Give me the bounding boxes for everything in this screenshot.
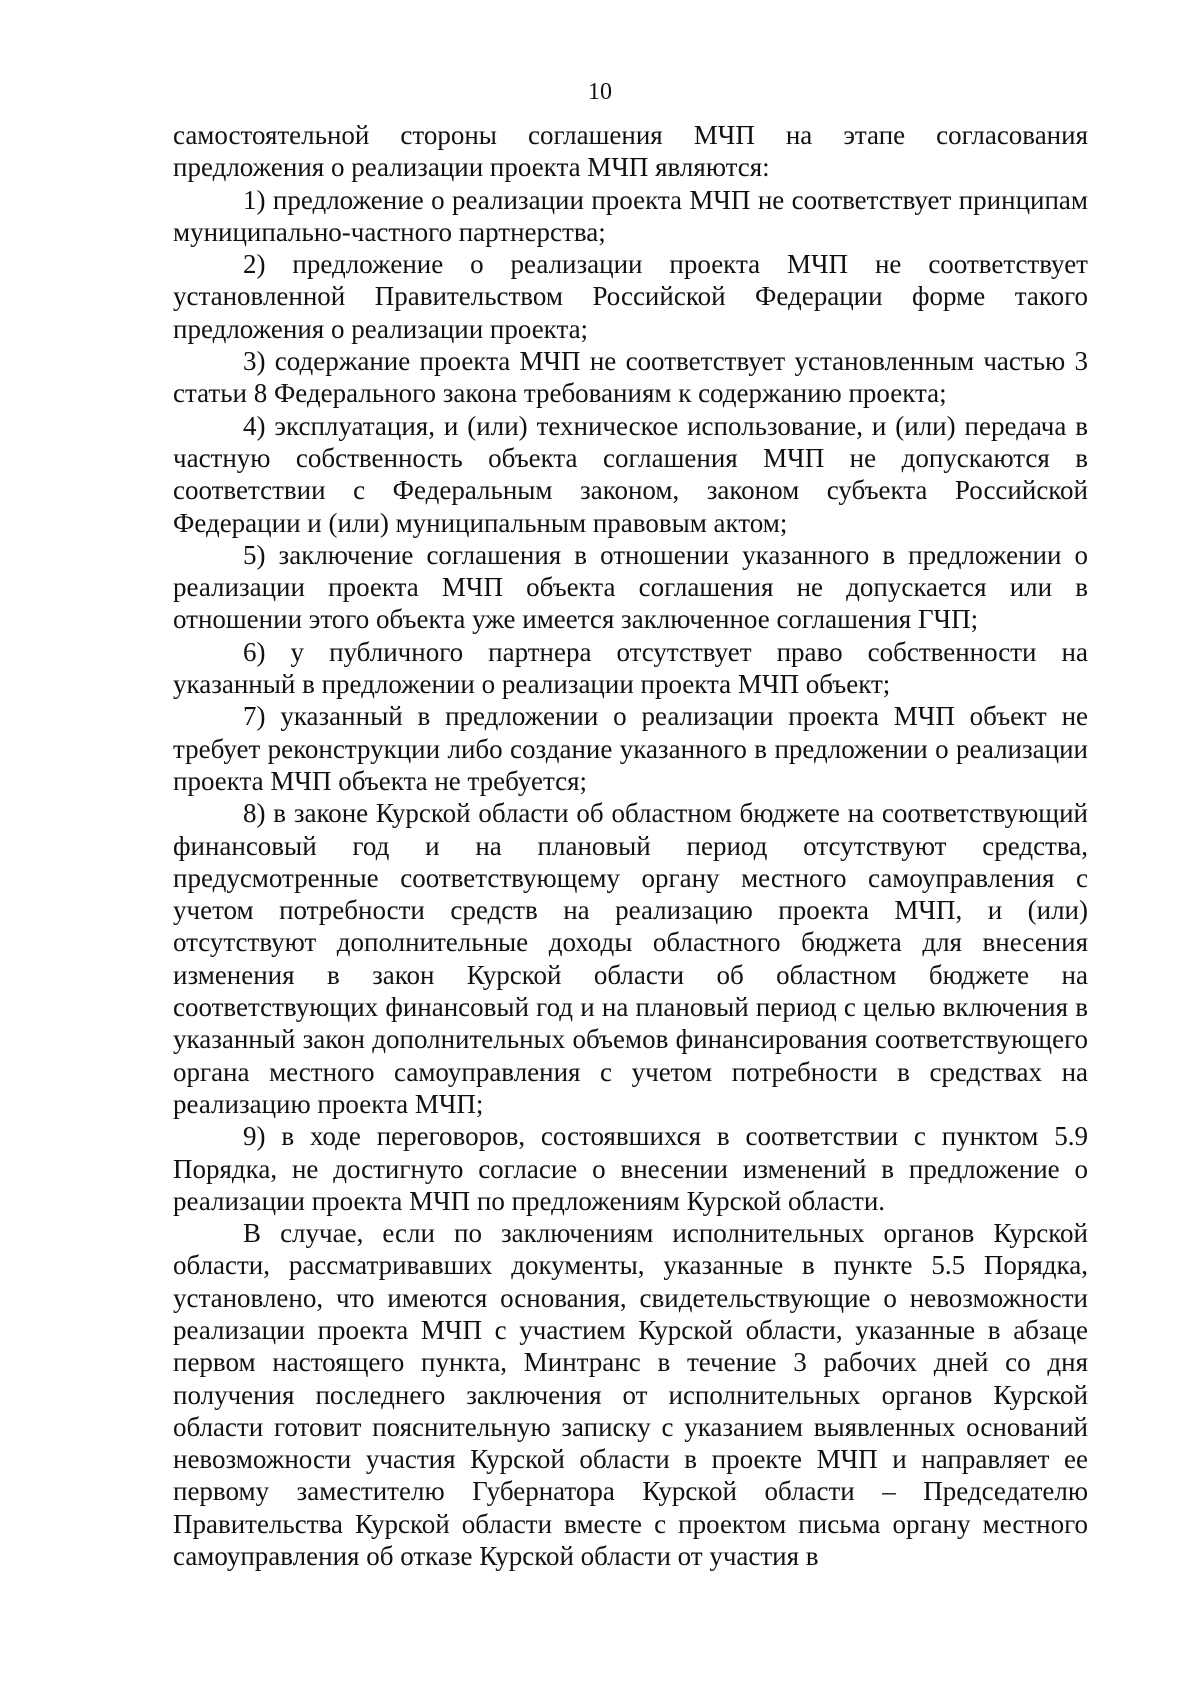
list-item-6: 6) у публичного партнера отсутствует право собственности на указанный в предложении о реализации проекта МЧП объект; xyxy=(173,636,1088,700)
list-item-1: 1) предложение о реализации проекта МЧП не соответствует принципам муниципально-частного партнерства; xyxy=(173,184,1088,247)
list-item-7: 7) указанный в предложении о реализации проекта МЧП объект не требует реконструкции либо создание указанного в предложении о реализации проекта МЧП объекта не требуется; xyxy=(173,701,1088,796)
paragraph-intro: самостоятельной стороны соглашения МЧП на этапе согласования предложения о реализации проекта МЧП являются: xyxy=(173,120,1088,183)
list-item-5: 5) заключение соглашения в отношении указанного в предложении о реализации проекта МЧП объекта соглашения не допускается или в отношении этого объекта уже имеется заключенное соглашения ГЧП; xyxy=(173,539,1088,635)
list-item-4: 4) эксплуатация, и (или) техническое использование, и (или) передача в частную собственность объекта соглашения МЧП не допускаются в соответствии с Федеральным законом, законом субъекта Российской Федерации и (или) муниципальным правовым актом; xyxy=(173,410,1088,538)
page-number: 10 xyxy=(588,79,612,105)
list-item-9: 9) в ходе переговоров, состоявшихся в соответствии с пунктом 5.9 Порядка, не достигнуто согласие о внесении изменений в предложение о реализации проекта МЧП по предложениям Курской области. xyxy=(173,1121,1088,1216)
list-item-8: 8) в законе Курской области об областном бюджете на соответствующий финансовый год и на плановый период отсутствуют средства, предусмотренные соответствующему органу местного самоуправления с учетом потребности средств на реализацию проекта МЧП, и (или) отсутствуют дополнительные доходы областного бюджета для внесения изменения в закон Курской области об областном бюджете на соответствующих финансовый год и на плановый период с целью включения в указанный закон дополнительных объемов финансирования соответствующего органа местного самоуправления с учетом потребности в средствах на реализацию проекта МЧП; xyxy=(173,798,1088,1119)
paragraph-closing: В случае, если по заключениям исполнительных органов Курской области, рассматривавших документы, указанные в пункте 5.5 Порядка, установлено, что имеются основания, свидетельствующие о невозможности реализации проекта МЧП с участием Курской области, указанные в абзаце первом настоящего пункта, Минтранс в течение 3 рабочих дней со дня получения последнего заключения от исполнительных органов Курской области готовит пояснительную записку с указанием выявленных оснований невозможности участия Курской области в проекте МЧП и направляет ее первому заместителю Губернатора Курской области – Председателю Правительства Курской области вместе с проектом письма органу местного самоуправления об отказе Курской области от участия в xyxy=(173,1218,1088,1572)
list-item-2: 2) предложение о реализации проекта МЧП не соответствует установленной Правительством Российской Федерации форме такого предложения о реализации проекта; xyxy=(173,249,1088,344)
document-body xyxy=(173,119,1088,1572)
list-item-3: 3) содержание проекта МЧП не соответствует установленным частью 3 статьи 8 Федерального закона требованиям к содержанию проекта; xyxy=(173,346,1088,409)
